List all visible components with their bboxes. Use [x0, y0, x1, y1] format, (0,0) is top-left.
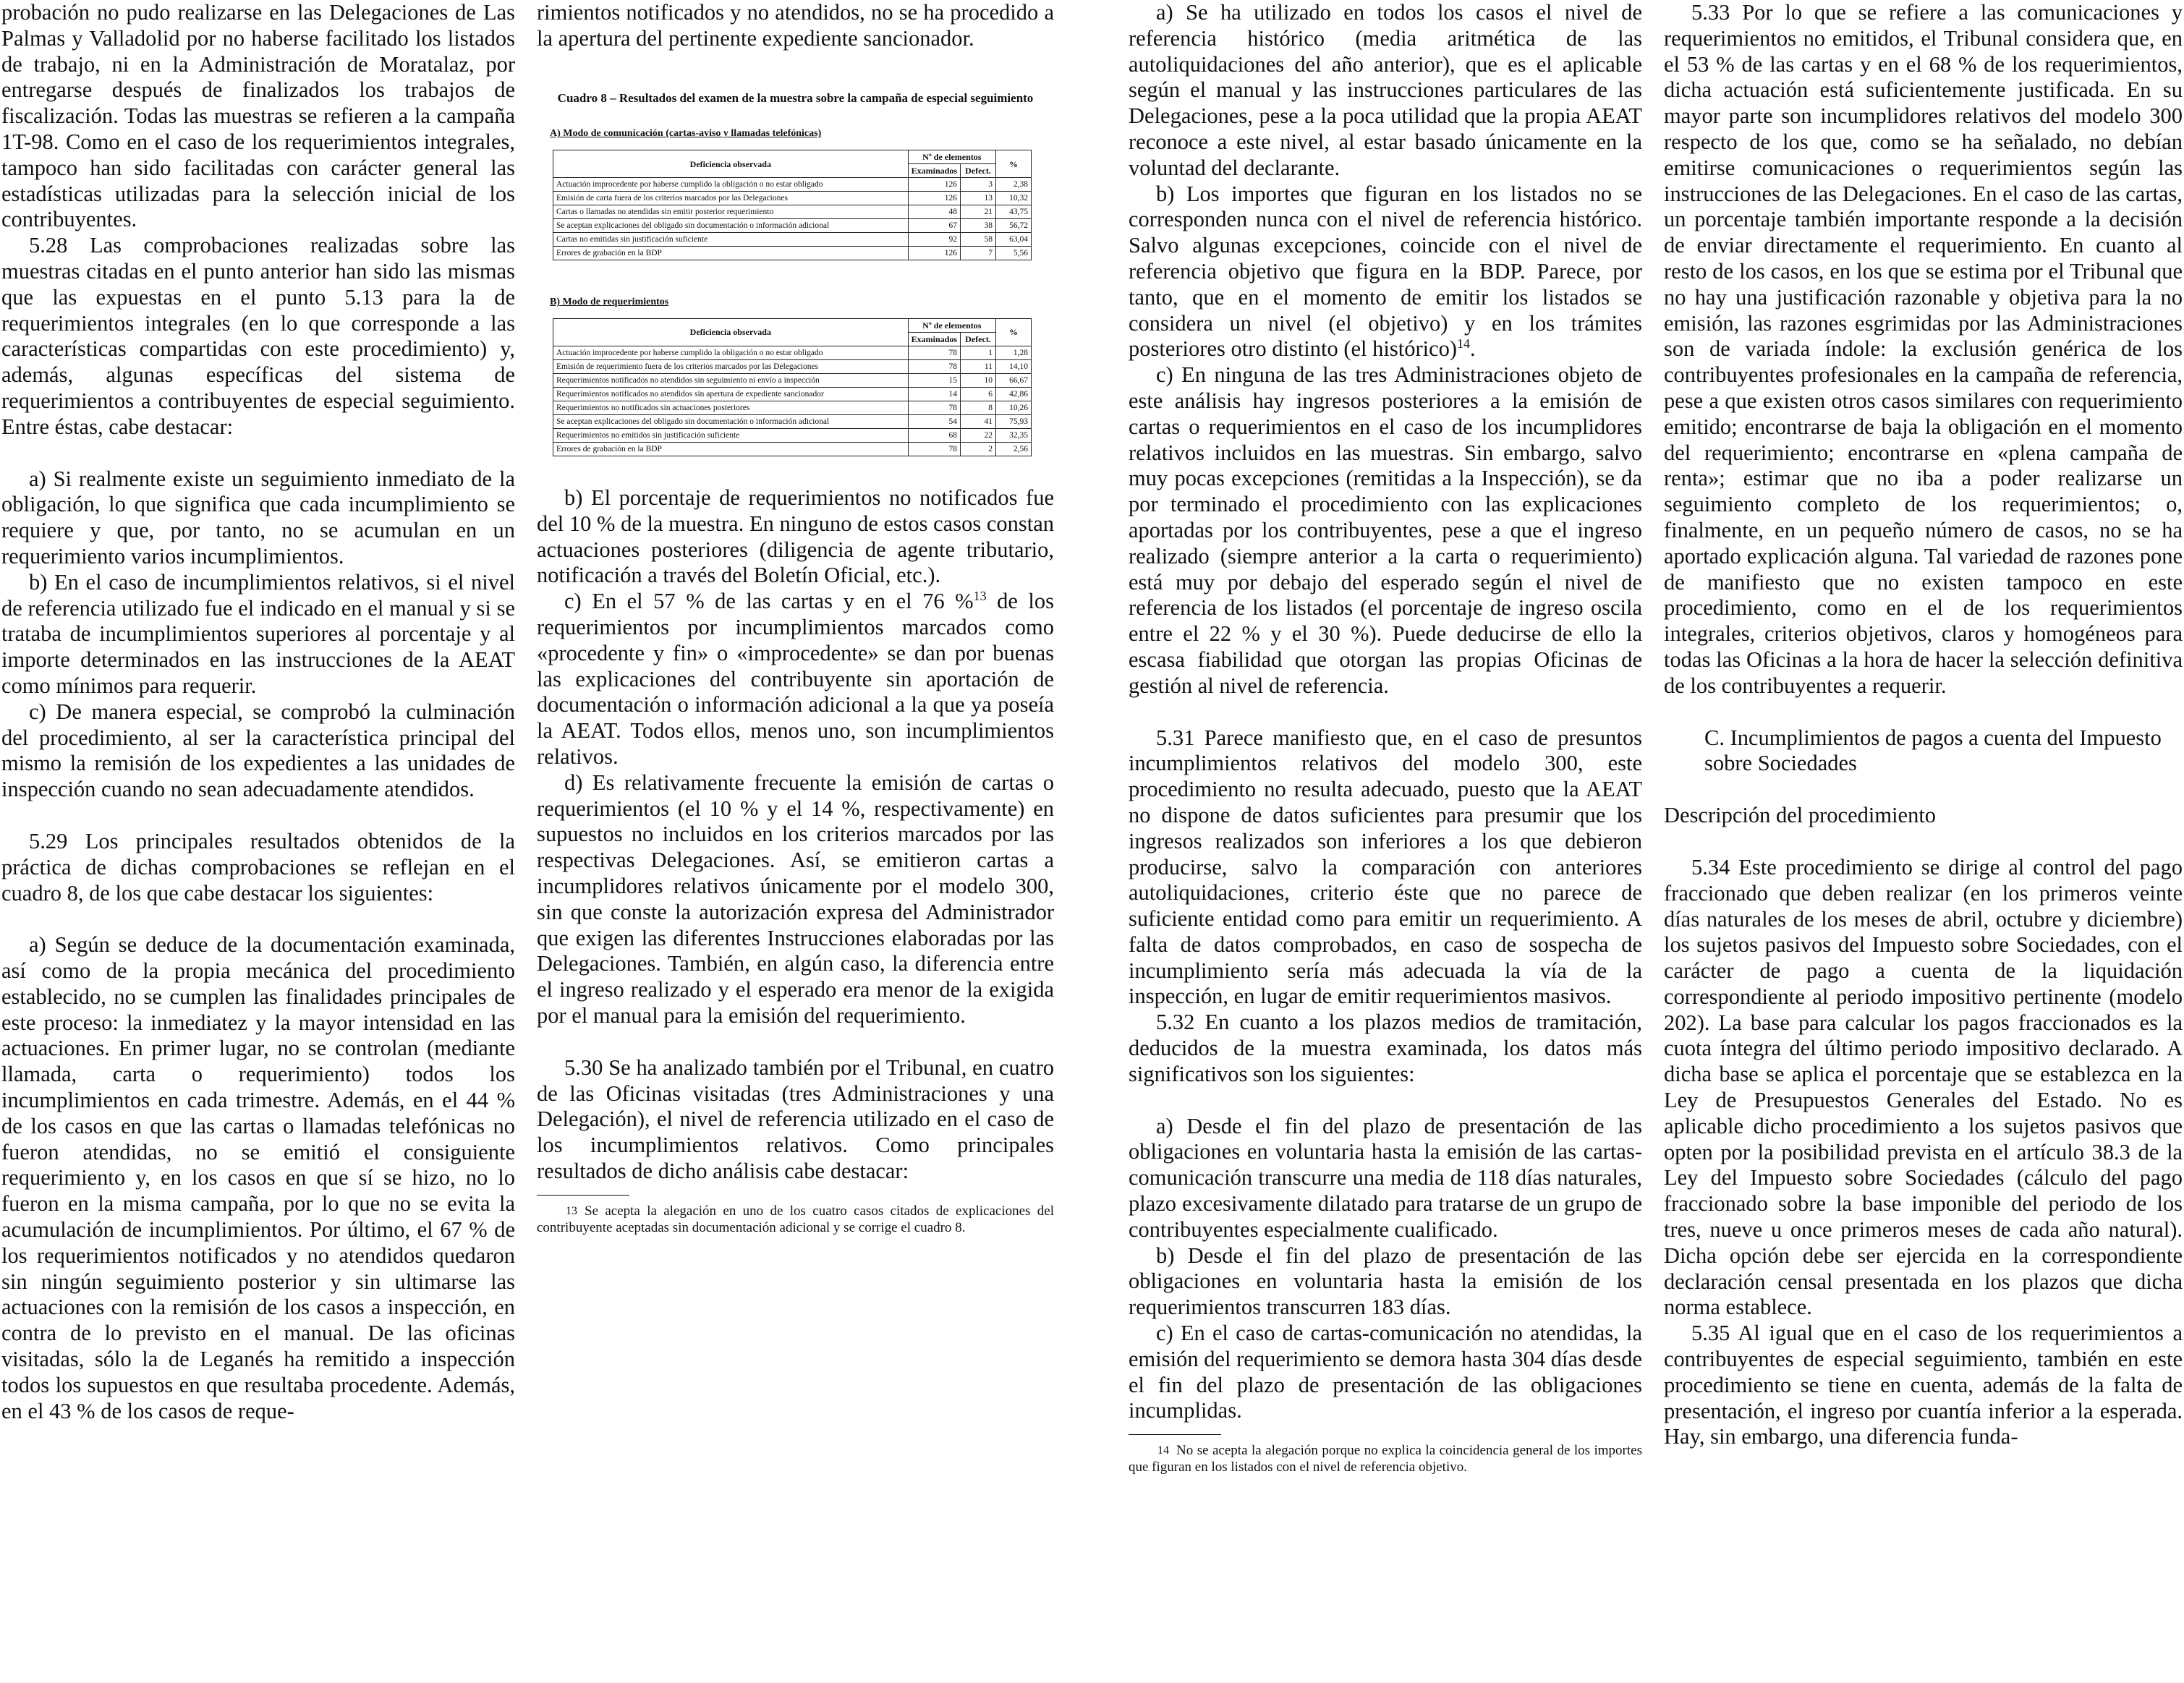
- cell-deficiencia: Cartas o llamadas no atendidas sin emitir posterior requerimiento: [553, 205, 909, 219]
- cell-defectuosos: 21: [961, 205, 996, 219]
- item-b-end: .: [1470, 336, 1476, 362]
- table-row: [553, 192, 1032, 205]
- item-c: c) En el caso de cartas-comunicación no atendidas, la emisión del requerimiento se demora hasta 304 días desde el fin del plazo de presentación de las obligaciones incumplidas.: [1129, 1321, 1642, 1423]
- table-a-body: [553, 178, 1032, 260]
- cell-deficiencia: Actuación improcedente por haberse cumplido la obligación o no estar obligado: [553, 178, 909, 192]
- paragraph-5-29: 5.29 Los principales resultados obtenidos de la práctica de dichas comprobaciones se reflejan en el cuadro 8, de los que cabe destacar los siguientes:: [1, 828, 515, 906]
- cell-porcentaje: 56,72: [996, 219, 1032, 233]
- cell-deficiencia: Requerimientos no notificados sin actuaciones posteriores: [553, 401, 909, 414]
- cell-examinados: 15: [908, 373, 960, 387]
- cell-defectuosos: 3: [961, 178, 996, 192]
- footnote-ref-13[interactable]: 13: [973, 589, 987, 604]
- cell-examinados: 68: [908, 428, 960, 442]
- cell-porcentaje: 42,86: [996, 387, 1032, 401]
- cell-deficiencia: Requerimientos notificados no atendidos sin apertura de expediente sancionador: [553, 387, 909, 401]
- cell-examinados: 67: [908, 219, 960, 233]
- table-row: [553, 178, 1032, 192]
- header-pct: %: [996, 150, 1032, 178]
- cell-defectuosos: 10: [961, 373, 996, 387]
- header-pct: %: [996, 318, 1032, 346]
- cell-examinados: 78: [908, 346, 960, 359]
- item-b: [1129, 182, 1642, 363]
- cell-examinados: 92: [908, 233, 960, 247]
- cell-examinados: 78: [908, 359, 960, 373]
- table-b: [553, 318, 1032, 456]
- subsection-heading: Descripción del procedimiento: [1664, 803, 1937, 828]
- paragraph-5-34: 5.34 Este procedimiento se dirige al control del pago fraccionado que deben realizar (en los primeros veinte días naturales de los meses de abril, octubre y diciembre) los sujetos pasivos del Impuesto sobre Sociedades, con el carácter de pago a cuenta de la liquidación correspondiente al periodo impositivo pertinente (modelo 202). La base para calcular los pagos fraccionados es la cuota íntegra del último periodo impositivo declarado. A dicha base se aplica el porcentaje que se establezca en la Ley de Presupuestos Generales del Estado. No es aplicable dicho procedimiento a los sujetos pasivos que opten por la posibilidad prevista en el artículo 38.3 de la Ley del Impuesto sobre Sociedades (cálculo del pago fraccionado sobre la base imponible del periodo de los tres, nueve u once primeros meses de cada año natural). Dicha opción debe ser ejercida en la correspondiente declaración censal presentada en los plazos que dicha norma establece.: [1664, 854, 2183, 1320]
- item-a: a) Se ha utilizado en todos los casos el nivel de referencia histórico (media aritmética de las autoliquidaciones del año anterior), que es el aplicable según el manual y las instrucciones particulares de las Delegaciones, pese a la poca utilidad que la propia AEAT reconoce a este nivel, al estar basado únicamente en la voluntad del declarante.: [1129, 0, 1642, 180]
- cell-defectuosos: 7: [961, 247, 996, 260]
- table-row: [553, 442, 1032, 456]
- table-row: [553, 233, 1032, 247]
- cell-defectuosos: 38: [961, 219, 996, 233]
- cell-deficiencia: Requerimientos notificados no atendidos sin seguimiento ni envío a inspección: [553, 373, 909, 387]
- table-a-subtitle: A) Modo de comunicación (cartas-aviso y llamadas telefónicas): [550, 128, 822, 140]
- cell-deficiencia: Errores de grabación en la BDP: [553, 247, 909, 260]
- cell-deficiencia: Cartas no emitidas sin justificación suficiente: [553, 233, 909, 247]
- header-deficiencia: Deficiencia observada: [553, 318, 909, 346]
- cell-porcentaje: 66,67: [996, 373, 1032, 387]
- footnote-number: 13: [566, 1204, 577, 1217]
- table-b-block: [537, 289, 1054, 456]
- cell-defectuosos: 22: [961, 428, 996, 442]
- item-b: b) El porcentaje de requerimientos no notificados fue del 10 % de la muestra. En ninguno de estos casos constan actuaciones posteriores (diligencia de agente tributario, notificación a través del Boletín Oficial, etc.).: [537, 485, 1054, 588]
- cell-deficiencia: Se aceptan explicaciones del obligado sin documentación o información adicional: [553, 219, 909, 233]
- table-row: [553, 428, 1032, 442]
- item-b: b) Desde el fin del plazo de presentación de las obligaciones en voluntaria hasta la emisión de los requerimientos transcurren 183 días.: [1129, 1243, 1642, 1320]
- footnote-text: No se acepta la alegación porque no explica la coincidencia general de los importes que figuran en los listados con el nivel de referencia objetivo.: [1129, 1443, 1642, 1475]
- cell-deficiencia: Actuación improcedente por haberse cumplido la obligación o no estar obligado: [553, 346, 909, 359]
- cell-deficiencia: Errores de grabación en la BDP: [553, 442, 909, 456]
- paragraph-5-32: 5.32 En cuanto a los plazos medios de tramitación, deducidos de la muestra examinada, los datos más significativos son los siguientes:: [1129, 1010, 1642, 1086]
- item-c: c) En ninguna de las tres Administraciones objeto de este análisis hay ingresos posteriores a la emisión de cartas o requerimientos en el caso de los incumplidores relativos incluidos en las muestras. Sin embargo, salvo muy pocas excepciones (remitidas a la Inspección), se da por terminado el procedimiento con las explicaciones aportadas por los contribuyentes, pese a que el ingreso realizado (siempre anterior a la carta o requerimiento) está muy por debajo del esperado según el nivel de referencia de los listados (el porcentaje de ingreso oscila entre el 22 % y el 30 %). Puede deducirse de ello la escasa fiabilidad que otorgan las propias Oficinas de gestión al nivel de referencia.: [1129, 362, 1642, 698]
- section-heading-c: C. Incumplimientos de pagos a cuenta del Impuesto sobre Sociedades: [1704, 725, 2162, 776]
- cell-porcentaje: 10,32: [996, 192, 1032, 205]
- item-c: [537, 589, 1054, 770]
- item-b: b) En el caso de incumplimientos relativos, si el nivel de referencia utilizado fue el indicado en el manual y si se trataba de incumplimientos superiores al porcentaje y al importe determinados en las instrucciones de la AEAT como mínimos para requerir.: [1, 569, 515, 698]
- column-3: [1129, 0, 1642, 1475]
- cell-porcentaje: 10,26: [996, 401, 1032, 414]
- footnote-divider: [537, 1195, 629, 1196]
- cell-porcentaje: 32,35: [996, 428, 1032, 442]
- paragraph: probación no pudo realizarse en las Delegaciones de Las Palmas y Valladolid por no haberse facilitado los listados de trabajo, ni en la Administración de Moratalaz, por entregarse después de finalizados los trabajos de fiscalización. Todas las muestras se refieren a la campaña 1T-98. Como en el caso de los requerimientos integrales, tampoco han sido facilitadas con carácter general las estadísticas utilizadas para la selección inicial de los contribuyentes.: [1, 0, 515, 232]
- header-deficiencia: Deficiencia observada: [553, 150, 909, 178]
- cell-examinados: 78: [908, 401, 960, 414]
- header-num-elementos: Nº de elementos: [908, 318, 995, 332]
- item-c: c) De manera especial, se comprobó la culminación del procedimiento, al ser la característica principal del mismo la remisión de los expedientes a las unidades de inspección cuando no sean adecuadamente atendidos.: [1, 699, 515, 802]
- cell-porcentaje: 43,75: [996, 205, 1032, 219]
- cell-porcentaje: 1,28: [996, 346, 1032, 359]
- cell-porcentaje: 14,10: [996, 359, 1032, 373]
- header-defect: Defect.: [961, 332, 996, 346]
- cell-porcentaje: 5,56: [996, 247, 1032, 260]
- item-a: a) Según se deduce de la documentación examinada, así como de la propia mecánica del procedimiento establecido, no se cumplen las finalidades principales de este proceso: la inmediatez y la mayor intensidad en las actuaciones. En primer lugar, no se controlan (mediante llamada, carta o requerimiento) todos los incumplimientos en cada trimestre. Además, en el 44 % de los casos en que las cartas o llamadas telefónicas no fueron atendidas, no se emitió el consiguiente requerimiento y, en los casos en que sí se hizo, no lo fueron en la misma campaña, por lo que no se evita la acumulación de incumplimientos. Por último, el 67 % de los requerimientos notificados y no atendidos quedaron sin ningún seguimiento posterior y sin ultimarse las actuaciones con la remisión de los casos a inspección, en contra de lo previsto en el manual. De las oficinas visitadas, sólo la de Leganés ha remitido a inspección todos los supuestos en que resultaba procedente. Además, en el 43 % de los casos de reque-: [1, 932, 515, 1423]
- cell-defectuosos: 11: [961, 359, 996, 373]
- column-1: [1, 0, 515, 1424]
- table-title: Cuadro 8 – Resultados del examen de la muestra sobre la campaña de especial seguimiento: [557, 90, 1034, 105]
- paragraph-5-31: 5.31 Parece manifiesto que, en el caso de presuntos incumplimientos relativos del modelo 300, este procedimiento no resulta adecuado, puesto que la AEAT no dispone de datos suficientes para presumir que los ingresos realizados son inferiores a los que debieron producirse, salvo la comparación con anteriores autoliquidaciones, criterio éste que no parece de suficiente entidad como para emitir un requerimiento. A falta de datos comprobados, en caso de sospecha de incumplimiento sería más adecuada la vía de la inspección, en lugar de emitir requerimientos masivos.: [1129, 725, 1642, 1009]
- cell-deficiencia: Emisión de carta fuera de los criterios marcados por las Delegaciones: [553, 192, 909, 205]
- footnote-number: 14: [1157, 1444, 1169, 1457]
- header-examinados: Examinados: [908, 164, 960, 178]
- paragraph-5-35: 5.35 Al igual que en el caso de los requerimientos a contribuyentes de especial seguimiento, también en este procedimiento se tiene en cuenta, además de la falta de presentación, el ingreso por cuantía inferior a la esperada. Hay, sin embargo, una diferencia funda-: [1664, 1321, 2183, 1449]
- table-row: [553, 219, 1032, 233]
- paragraph-5-28: 5.28 Las comprobaciones realizadas sobre las muestras citadas en el punto anterior han sido las mismas que las expuestas en el punto 5.13 para la de requerimientos integrales (en lo que corresponde a las características compartidas con este procedimiento) y, además, algunas específicas del sistema de requerimientos a contribuyentes de especial seguimiento. Entre éstas, cabe destacar:: [1, 233, 515, 439]
- footnote-divider: [1129, 1434, 1221, 1435]
- table-row: [553, 387, 1032, 401]
- cell-deficiencia: Requerimientos no emitidos sin justificación suficiente: [553, 428, 909, 442]
- cell-examinados: 48: [908, 205, 960, 219]
- footnote-14: [1129, 1442, 1642, 1475]
- cell-porcentaje: 75,93: [996, 414, 1032, 428]
- cell-porcentaje: 2,38: [996, 178, 1032, 192]
- table-row: [553, 359, 1032, 373]
- item-a: a) Si realmente existe un seguimiento inmediato de la obligación, lo que significa que cada incumplimiento se requiere y que, por tanto, no se acumulan en un requerimiento varios incumplimientos.: [1, 466, 515, 568]
- header-num-elementos: Nº de elementos: [908, 150, 995, 164]
- table-figure: [537, 85, 1054, 456]
- table-row: [553, 346, 1032, 359]
- cell-porcentaje: 2,56: [996, 442, 1032, 456]
- footnote-text: Se acepta la alegación en uno de los cuatro casos citados de explicaciones del contribuyente aceptadas sin documentación adicional y se corrige el cuadro 8.: [537, 1203, 1054, 1235]
- item-b-text: b) Los importes que figuran en los listados no se corresponden nunca con el nivel de referencia histórico. Salvo algunas excepciones, coincide con el nivel de referencia objetivo que figura en la BDP. Parece, por tanto, que en el momento de emitir los listados se considera un nivel (el objetivo) y en los trámites posteriores otro distinto (el histórico): [1129, 181, 1642, 362]
- cell-deficiencia: Se aceptan explicaciones del obligado sin documentación o información adicional: [553, 414, 909, 428]
- cell-examinados: 126: [908, 192, 960, 205]
- cell-examinados: 54: [908, 414, 960, 428]
- table-b-subtitle: B) Modo de requerimientos: [550, 297, 669, 308]
- cell-defectuosos: 13: [961, 192, 996, 205]
- cell-defectuosos: 41: [961, 414, 996, 428]
- table-b-body: [553, 346, 1032, 456]
- paragraph-5-33: 5.33 Por lo que se refiere a las comunicaciones y requerimientos no emitidos, el Tribunal considera que, en el 53 % de las cartas y en el 68 % de los requerimientos, dicha actuación está suficientemente justificada. En su mayor parte son incumplidores relativos del modelo 300 respecto de los que, como se ha señalado, no debían emitirse comunicaciones o requerimientos según las instrucciones de las Delegaciones. En el caso de las cartas, un porcentaje también importante responde a la decisión de enviar directamente el requerimiento. En cuanto al resto de los casos, en los que se estima por el Tribunal que no hay una justificación razonable y objetiva para la no emisión, las razones esgrimidas por las Administraciones son de variada índole: la exclusión genérica de los contribuyentes profesionales en la campaña de referencia, pese a que existen otros casos similares con requerimiento emitido; encontrarse de baja la obligación en el momento del requerimiento; encontrarse en «plena campaña de renta»; estimar que no iba a poder realizarse un seguimiento completo de los requerimientos; o, finalmente, en un pequeño número de casos, no se ha aportado explicación alguna. Tal variedad de razones pone de manifiesto que no existen tampoco en este procedimiento, como en el de los requerimientos integrales, criterios objetivos, claros y homogéneos para todas las Oficinas a la hora de hacer la selección definitiva de los contribuyentes a requerir.: [1664, 0, 2183, 698]
- column-4: [1664, 0, 2183, 1450]
- cell-defectuosos: 6: [961, 387, 996, 401]
- paragraph: rimientos notificados y no atendidos, no se ha procedido a la apertura del pertinente expediente sancionador.: [537, 0, 1054, 51]
- table-a-block: [537, 121, 1054, 260]
- header-defect: Defect.: [961, 164, 996, 178]
- header-examinados: Examinados: [908, 332, 960, 346]
- cell-examinados: 126: [908, 178, 960, 192]
- table-a: [553, 150, 1032, 260]
- footnote-13: [537, 1203, 1054, 1236]
- cell-examinados: 14: [908, 387, 960, 401]
- footnote-ref-14[interactable]: 14: [1457, 336, 1471, 351]
- item-c-text: c) En el 57 % de las cartas y en el 76 %: [564, 589, 974, 614]
- item-d: d) Es relativamente frecuente la emisión de cartas o requerimientos (el 10 % y el 14 %, respectivamente) en supuestos no incluidos en los criterios marcados por las respectivas Delegaciones. Así, se emitieron cartas a incumplidores relativos únicamente por el modelo 300, sin que conste la autorización expresa del Administrador que exigen las diferentes Instrucciones elaboradas por las Delegaciones. También, en algún caso, la diferencia entre el ingreso realizado y el esperado era menor de la exigida por el manual para la emisión del requerimiento.: [537, 770, 1054, 1028]
- cell-defectuosos: 8: [961, 401, 996, 414]
- table-row: [553, 401, 1032, 414]
- column-2: [537, 0, 1054, 1236]
- table-row: [553, 205, 1032, 219]
- cell-deficiencia: Emisión de requerimiento fuera de los criterios marcados por las Delegaciones: [553, 359, 909, 373]
- cell-defectuosos: 2: [961, 442, 996, 456]
- cell-examinados: 126: [908, 247, 960, 260]
- item-a: a) Desde el fin del plazo de presentación de las obligaciones en voluntaria hasta la emisión de las cartas-comunicación transcurre una media de 118 días naturales, plazo excesivamente dilatado para tratarse de un grupo de contribuyentes especialmente cualificado.: [1129, 1113, 1642, 1242]
- table-row: [553, 247, 1032, 260]
- cell-porcentaje: 63,04: [996, 233, 1032, 247]
- cell-defectuosos: 58: [961, 233, 996, 247]
- table-row: [553, 414, 1032, 428]
- cell-defectuosos: 1: [961, 346, 996, 359]
- cell-examinados: 78: [908, 442, 960, 456]
- item-c-text-cont: de los requerimientos por incumplimientos marcados como «procedente y fin» o «improcedente» se dan por buenas las explicaciones del contribuyente sin aportación de documentación o información adicional a la que ya poseía la AEAT. Todos ellos, menos uno, son incumplimientos relativos.: [537, 589, 1054, 769]
- table-row: [553, 373, 1032, 387]
- paragraph-5-30: 5.30 Se ha analizado también por el Tribunal, en cuatro de las Oficinas visitadas (tres Administraciones y una Delegación), el nivel de referencia utilizado en el caso de los incumplimientos relativos. Como principales resultados de dicho análisis cabe destacar:: [537, 1054, 1054, 1183]
